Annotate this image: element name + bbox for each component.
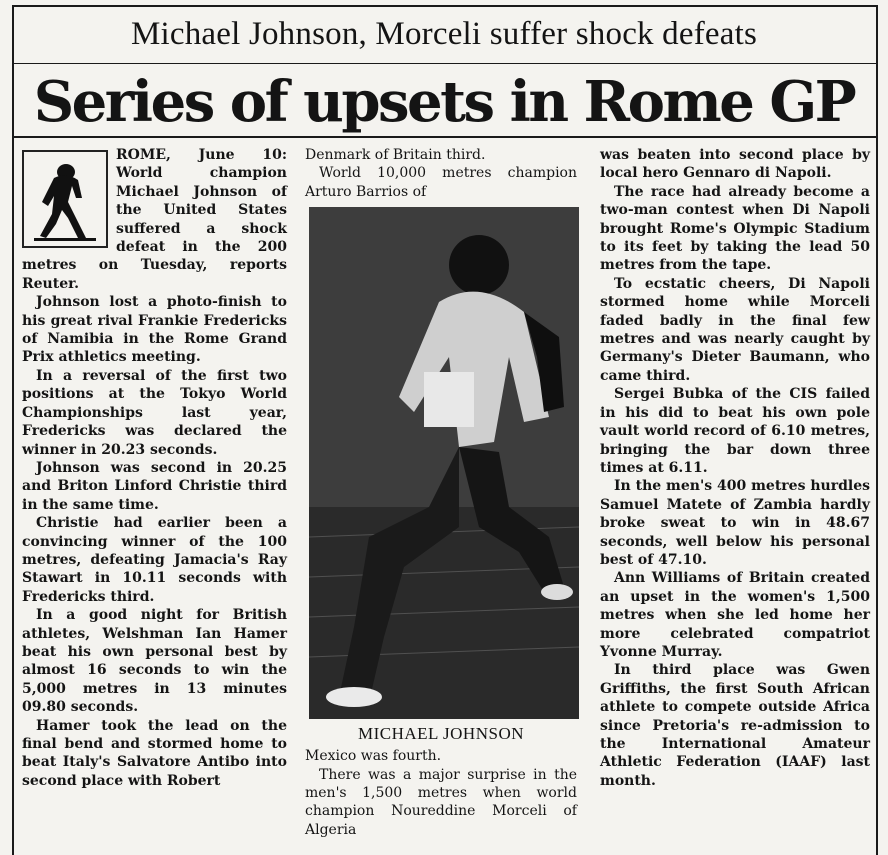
article-paragraph: Denmark of Britain third.	[305, 147, 486, 163]
article-column-1	[22, 146, 287, 790]
article-paragraph: In the men's 400 metres hurdles Samuel Matete of Zambia hardly broke sweat to win in 48.67 seconds, well below his personal best of 47.10.	[600, 478, 870, 568]
article-paragraph: The race had already become a two-man contest when Di Napoli brought Rome's Olympic Stadium to its feet by taking the lead 50 metres from the tape.	[600, 183, 870, 274]
article-paragraph: Sergei Bubka of the CIS failed in his did to beat his own pole vault world record of 6.10 metres, bringing the bar down three times at 6.11.	[600, 386, 870, 476]
article-paragraph: Christie had earlier been a convincing winner of the 100 metres, defeating Jamacia's Ray Stawart in 10.11 seconds with Fredericks third.	[22, 515, 287, 605]
article-paragraph: To ecstatic cheers, Di Napoli stormed home while Morceli faded badly in the final few metres and was nearly caught by Germany's Dieter Baumann, who came third.	[600, 275, 870, 384]
lead-paragraph: World champion Michael Johnson of the United States suffered a shock defeat in the 200 metres on Tuesday, reports Reuter.	[22, 165, 287, 292]
article-paragraph: Johnson lost a photo-finish to his great rival Frankie Fredericks of Namibia in the Rome Grand Prix athletics meeting.	[22, 294, 287, 366]
article-paragraph: There was a major surprise in the men's 1,500 metres when world champion Noureddine Morceli of Algeria	[305, 766, 577, 838]
kicker-headline: Michael Johnson, Morceli suffer shock defeats	[130, 16, 758, 52]
runner-thumbnail-image	[22, 150, 108, 248]
article-paragraph: In a reversal of the first two positions at the Tokyo World Championships last year, Fredericks was declared the winner in 20.23 seconds.	[22, 367, 287, 458]
article-paragraph: World 10,000 metres champion Arturo Barrios of	[305, 165, 577, 200]
main-headline: Series of upsets in Rome GP	[33, 69, 855, 135]
michael-johnson-photo	[309, 207, 579, 719]
article-paragraph: Hamer took the lead on the final bend and stormed home to beat Italy's Salvatore Antibo into second place with Robert	[22, 717, 287, 789]
article-column-3	[600, 146, 870, 790]
top-rule	[12, 5, 878, 7]
article-paragraph: In a good night for British athletes, Welshman Ian Hamer beat his own personal best by almost 16 seconds to win the 5,000 metres in 13 minutes 09.80 seconds.	[22, 607, 287, 716]
sprinter-icon	[24, 152, 106, 246]
article-paragraph: Johnson was second in 20.25 and Briton Linford Christie third in the same time.	[22, 459, 287, 513]
kicker-rule	[12, 63, 878, 64]
runner-photo-illustration	[309, 207, 579, 719]
article-paragraph: was beaten into second place by local hero Gennaro di Napoli.	[600, 147, 870, 182]
article-paragraph: In third place was Gwen Griffiths, the first South African athlete to compete outside Africa since Pretoria's re-admission to the International Amateur Athletic Federation (IAAF) last month.	[600, 662, 870, 789]
article-paragraph: Ann Williams of Britain created an upset in the women's 1,500 metres when she led home her more celebrated compatriot Yvonne Murray.	[600, 570, 870, 660]
photo-caption: MICHAEL JOHNSON	[357, 724, 524, 744]
article-paragraph: Mexico was fourth.	[305, 748, 442, 765]
dateline: ROME, June 10:	[116, 147, 287, 163]
article-column-2	[305, 146, 577, 839]
